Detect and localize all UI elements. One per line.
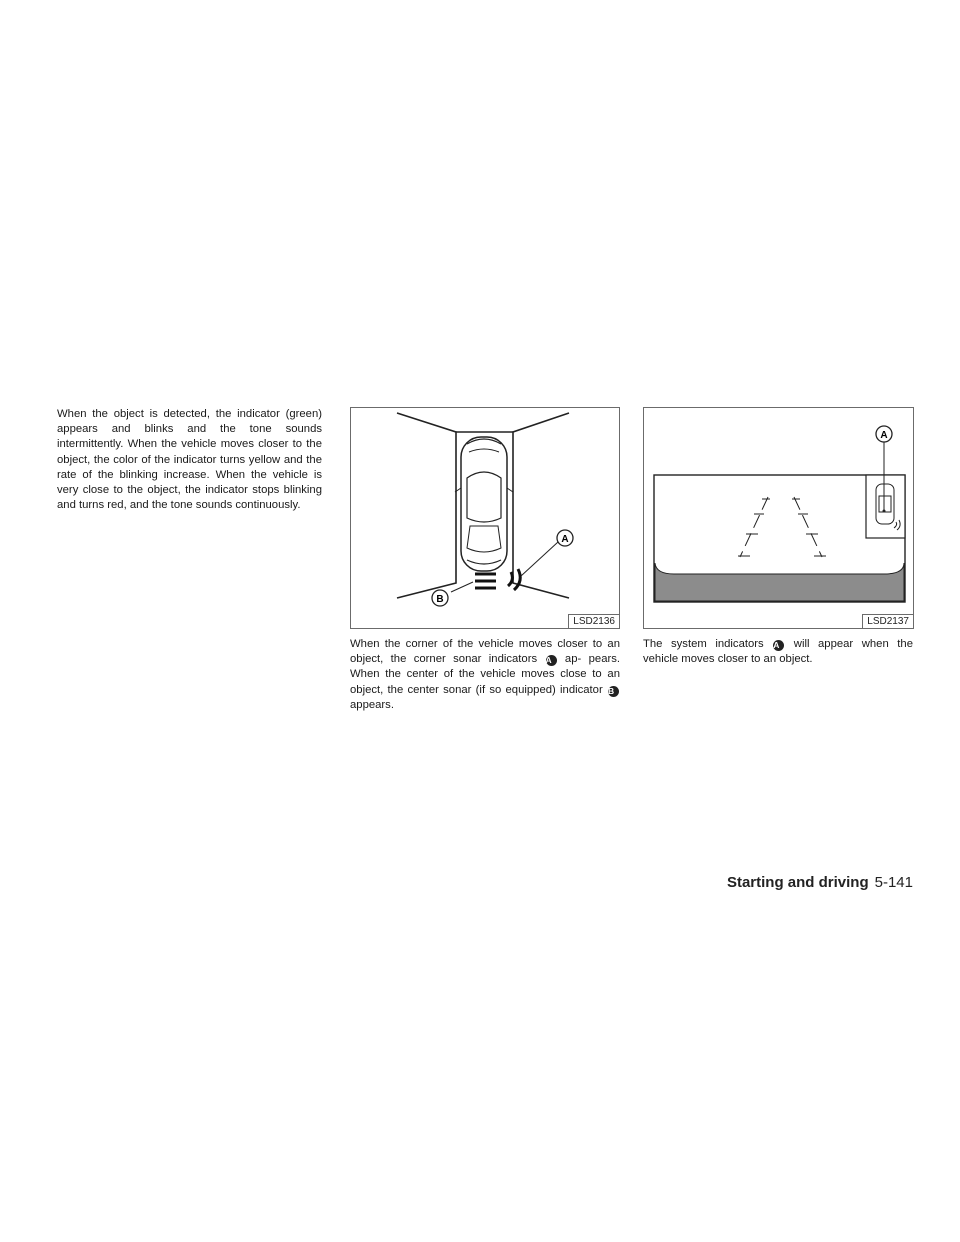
corner-text-part2: ap- pears. When the center of the vehicle moves close to an object, the center sonar (if so equipped) indicator: [350, 653, 621, 696]
sonar-camera-figure: [643, 407, 914, 629]
callout-b-label: B: [436, 594, 444, 605]
callout-a-inline-2: A: [773, 640, 784, 651]
callout-a-label-2: A: [880, 430, 888, 441]
figure-code: LSD2136: [568, 614, 620, 629]
center-sonar-indicator: [475, 574, 496, 588]
callout-a-inline: A: [546, 655, 557, 666]
camera-view-illustration: [644, 408, 913, 628]
overhead-view-illustration: [351, 408, 619, 628]
callout-a-label: A: [561, 534, 569, 545]
intro-paragraph: When the object is detected, the indicator (green) appears and blinks and the tone sounds intermittently. When the vehicle moves closer to the object, the color of the indicator turns yellow and the rate of the blinking increase. When the vehicle is very close to the object, the indicator stops blinking and turns red, and the tone sounds continuously.: [57, 408, 322, 512]
system-text-part1: The system indicators: [643, 638, 764, 650]
corner-sonar-indicator: [508, 569, 520, 590]
sonar-overhead-figure: [350, 407, 620, 629]
corner-text-part1: When the corner of the vehicle moves closer to an object, the corner sonar indicators: [350, 638, 620, 666]
section-title: Starting and driving: [726, 874, 869, 891]
corner-sonar-paragraph: [350, 637, 620, 713]
system-text-part2: will appear when the vehicle moves closer to an object.: [643, 638, 913, 666]
corner-text-part3: appears.: [350, 698, 394, 711]
system-indicators-paragraph: [643, 637, 913, 667]
figure-code-2: LSD2137: [862, 614, 914, 629]
page-footer: [727, 874, 913, 891]
callout-b-inline: B: [608, 686, 619, 697]
page-number: 5-141: [874, 874, 913, 891]
